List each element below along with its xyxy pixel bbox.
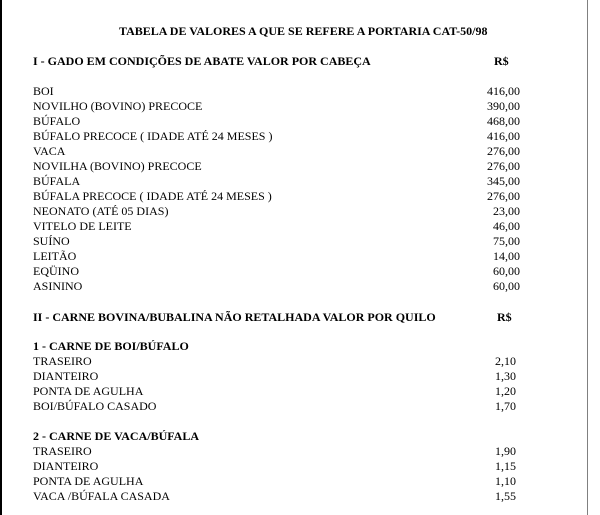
list-item-value: 75,00: [493, 234, 520, 248]
list-item-value: 14,00: [493, 249, 520, 263]
list-item-value: 1,90: [495, 444, 516, 458]
list-item-label: NEONATO (ATÉ 05 DIAS): [33, 204, 169, 218]
list-item-label: BOI: [33, 84, 54, 98]
list-item-value: 46,00: [493, 219, 520, 233]
list-item-value: 416,00: [487, 84, 520, 98]
document-title: TABELA DE VALORES A QUE SE REFERE A PORTARIA CAT-50/98: [119, 24, 488, 38]
section-2-heading: II - CARNE BOVINA/BUBALINA NÃO RETALHADA VALOR POR QUILO: [33, 310, 436, 324]
list-item-value: 1,20: [495, 384, 516, 398]
section-2-currency: R$: [497, 310, 512, 324]
page-left-border: [0, 0, 2, 515]
list-item-label: BÚFALA PRECOCE ( IDADE ATÉ 24 MESES ): [33, 189, 272, 203]
list-item-value: 60,00: [493, 279, 520, 293]
list-item-value: 390,00: [487, 99, 520, 113]
scrollbar-track[interactable]: [587, 0, 600, 515]
list-item-label: DIANTEIRO: [33, 369, 99, 383]
list-item-value: 1,30: [495, 369, 516, 383]
subsection-2-heading: 2 - CARNE DE VACA/BÚFALA: [33, 429, 200, 443]
list-item-label: TRASEIRO: [33, 354, 92, 368]
list-item-label: VACA: [33, 144, 66, 158]
list-item-value: 345,00: [487, 174, 520, 188]
list-item-value: 276,00: [487, 159, 520, 173]
list-item-value: 416,00: [487, 129, 520, 143]
list-item-value: 1,15: [495, 459, 516, 473]
list-item-label: LEITÃO: [33, 249, 77, 263]
list-item-label: NOVILHO (BOVINO) PRECOCE: [33, 99, 203, 113]
list-item-label: BÚFALO: [33, 114, 81, 128]
list-item-label: NOVILHA (BOVINO) PRECOCE: [33, 159, 202, 173]
list-item-label: BÚFALO PRECOCE ( IDADE ATÉ 24 MESES ): [33, 129, 273, 143]
list-item-value: 1,70: [495, 399, 516, 413]
list-item-value: 468,00: [487, 114, 520, 128]
list-item-label: EQÜINO: [33, 264, 79, 278]
list-item-label: BÚFALA: [33, 174, 81, 188]
list-item-value: 276,00: [487, 189, 520, 203]
list-item-value: 23,00: [493, 204, 520, 218]
list-item-label: VITELO DE LEITE: [33, 219, 132, 233]
list-item-label: SUÍNO: [33, 234, 70, 248]
list-item-value: 1,10: [495, 474, 516, 488]
list-item-label: TRASEIRO: [33, 444, 92, 458]
list-item-label: BOI/BÚFALO CASADO: [33, 399, 157, 413]
list-item-value: 60,00: [493, 264, 520, 278]
list-item-label: VACA /BÚFALA CASADA: [33, 489, 170, 503]
list-item-label: DIANTEIRO: [33, 459, 99, 473]
section-1-currency: R$: [494, 54, 509, 68]
list-item-value: 1,55: [495, 489, 516, 503]
subsection-1-heading: 1 - CARNE DE BOI/BÚFALO: [33, 339, 189, 353]
list-item-label: ASININO: [33, 279, 83, 293]
list-item-value: 2,10: [495, 354, 516, 368]
list-item-label: PONTA DE AGULHA: [33, 384, 144, 398]
list-item-label: PONTA DE AGULHA: [33, 474, 144, 488]
section-1-heading: I - GADO EM CONDIÇÕES DE ABATE VALOR POR CABEÇA: [33, 54, 371, 68]
list-item-value: 276,00: [487, 144, 520, 158]
